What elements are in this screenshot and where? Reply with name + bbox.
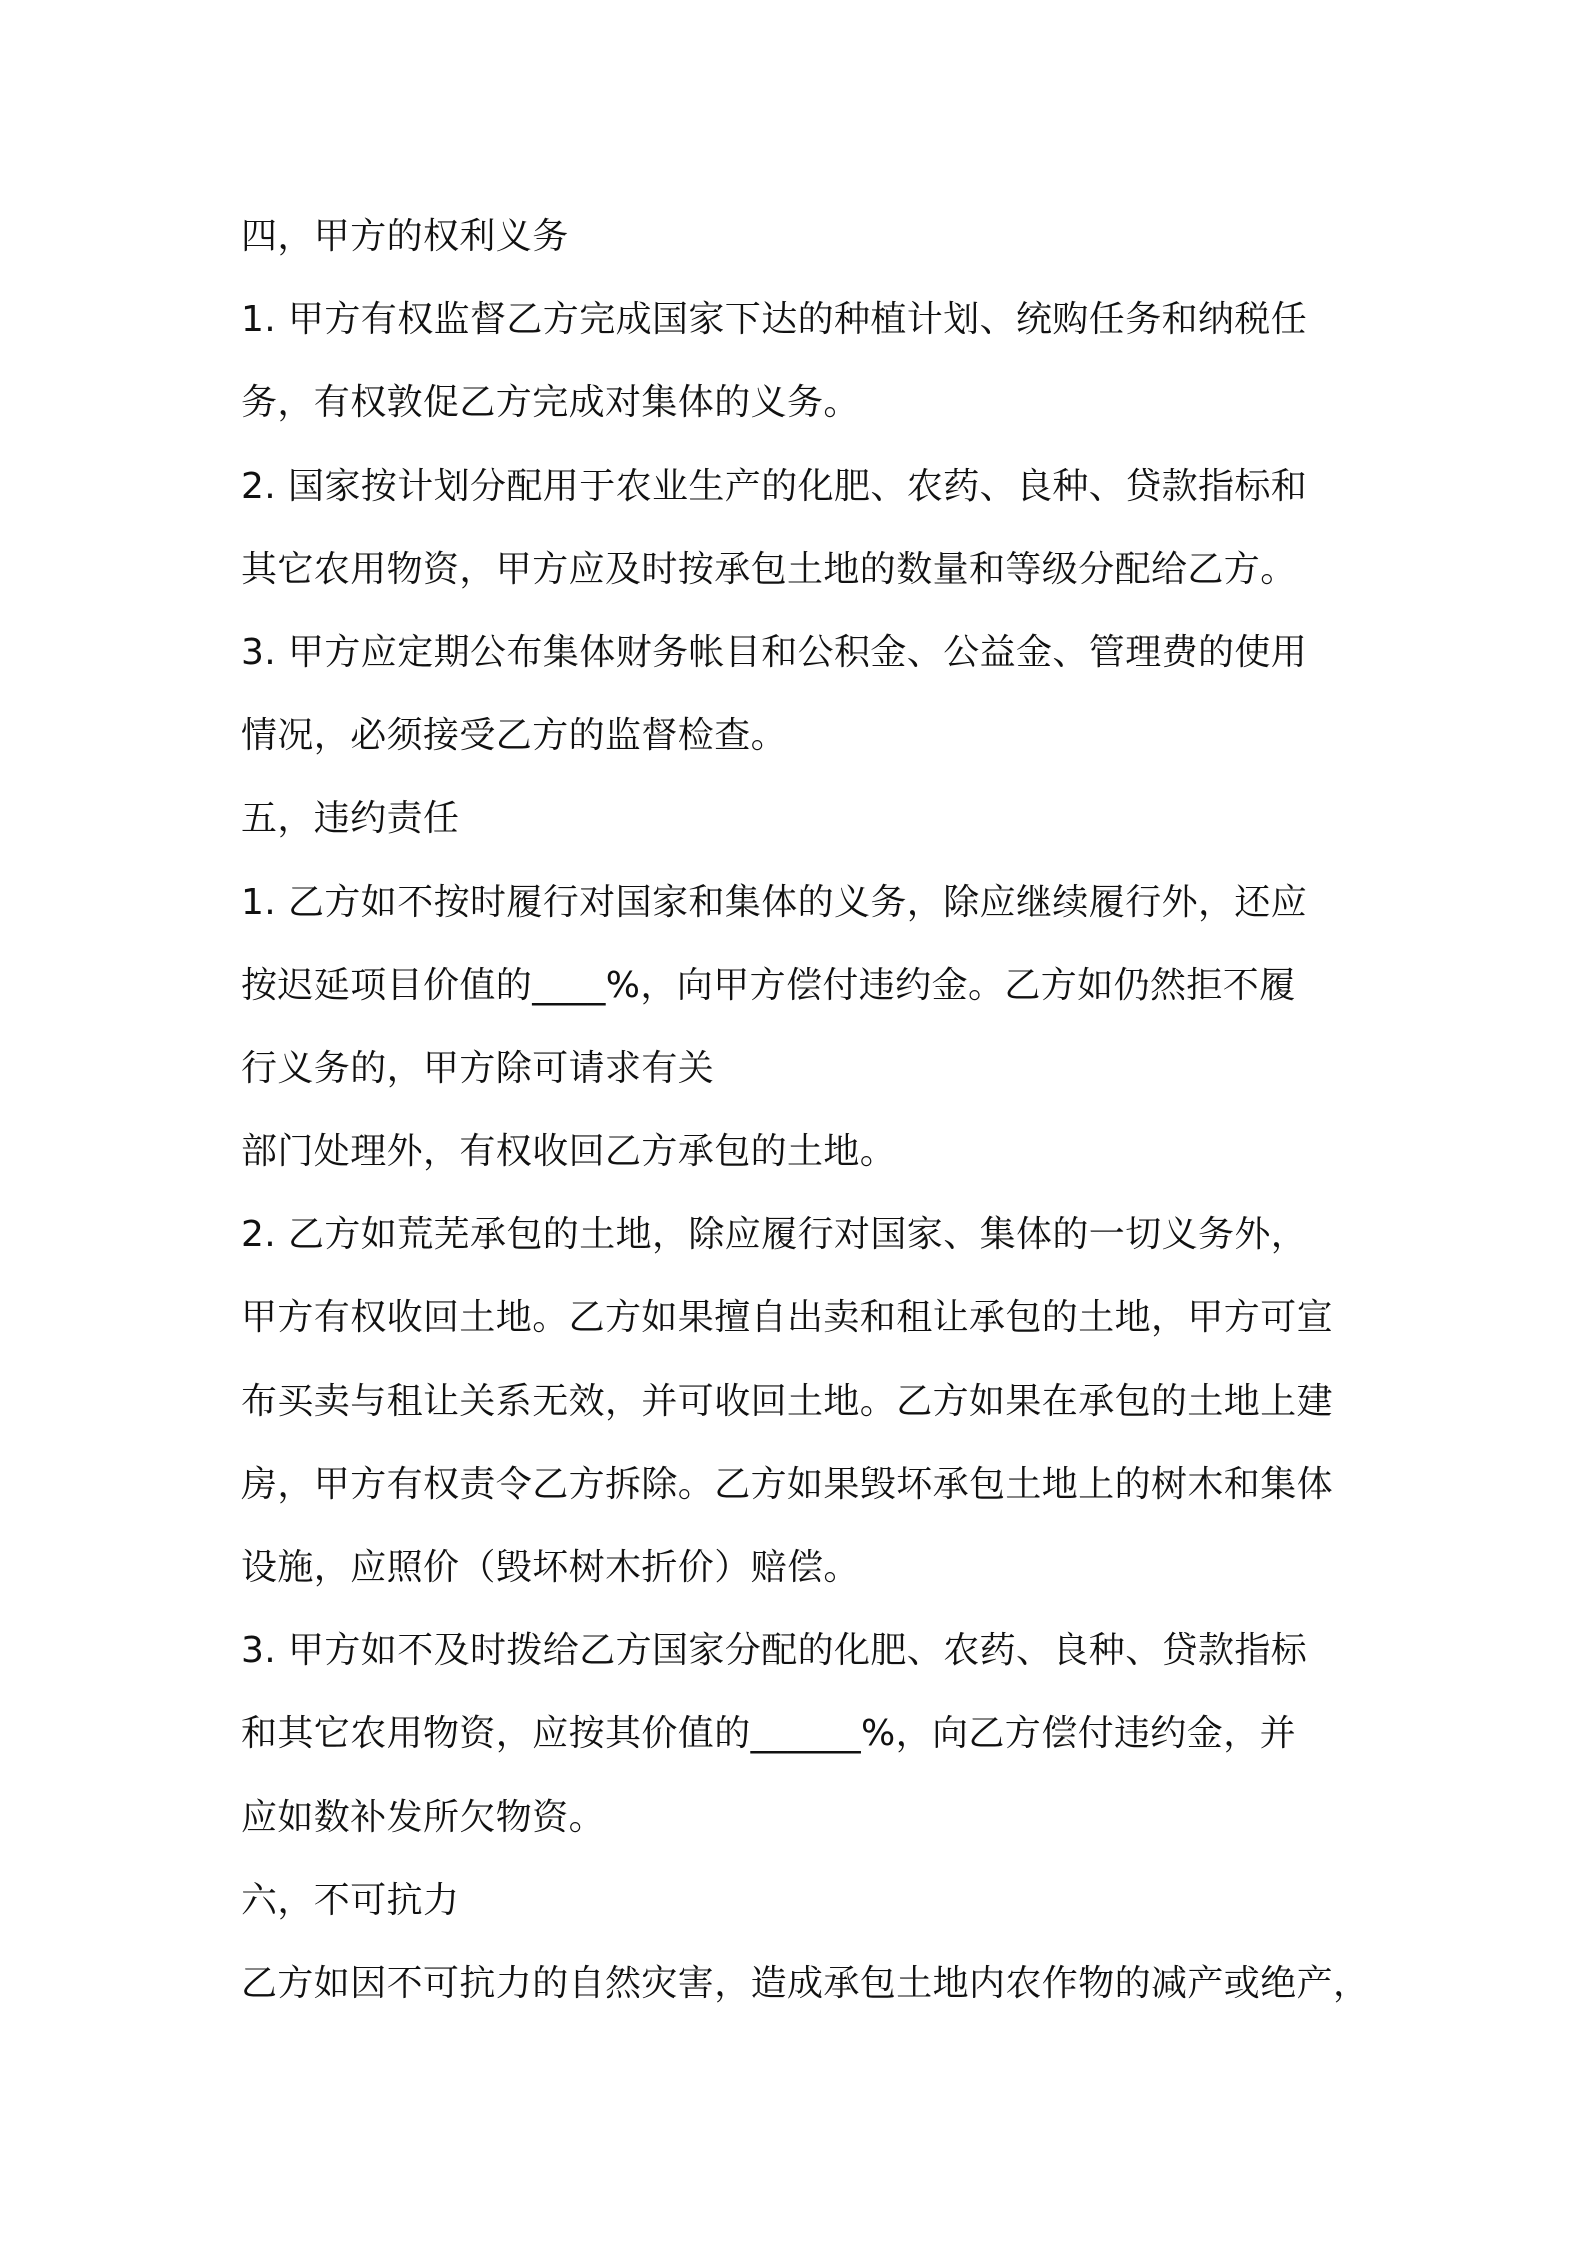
paragraph-line: 2. 乙方如荒芜承包的土地，除应履行对国家、集体的一切义务外， bbox=[241, 1214, 1308, 1256]
paragraph-line: 部门处理外，有权收回乙方承包的土地。 bbox=[241, 1131, 897, 1173]
paragraph-line: 其它农用物资，甲方应及时按承包土地的数量和等级分配给乙方。 bbox=[241, 548, 1297, 590]
paragraph-line: 甲方有权收回土地。乙方如果擅自出卖和租让承包的土地，甲方可宣 bbox=[241, 1297, 1334, 1339]
contract-text-block bbox=[241, 195, 1391, 2025]
paragraph-line: 房，甲方有权责令乙方拆除。乙方如果毁坏承包土地上的树木和集体 bbox=[241, 1463, 1334, 1505]
paragraph-line: 3. 甲方如不及时拨给乙方国家分配的化肥、农药、良种、贷款指标 bbox=[241, 1630, 1308, 1672]
paragraph-line: 应如数补发所欠物资。 bbox=[241, 1796, 606, 1838]
paragraph-line: 1. 乙方如不按时履行对国家和集体的义务，除应继续履行外，还应 bbox=[241, 881, 1308, 923]
paragraph-line: 务，有权敦促乙方完成对集体的义务。 bbox=[241, 382, 860, 424]
paragraph-line: 乙方如因不可抗力的自然灾害，造成承包土地内农作物的减产或绝产， bbox=[241, 1962, 1370, 2004]
section-heading-liability: 五，违约责任 bbox=[241, 798, 460, 840]
paragraph-line: 和其它农用物资，应按其价值的______%，向乙方偿付违约金，并 bbox=[241, 1713, 1297, 1755]
paragraph-line: 情况，必须接受乙方的监督检查。 bbox=[241, 715, 788, 757]
section-heading-force-majeure: 六，不可抗力 bbox=[241, 1879, 460, 1921]
paragraph-line: 按迟延项目价值的____%，向甲方偿付违约金。乙方如仍然拒不履 bbox=[241, 964, 1296, 1006]
paragraph-line: 1. 甲方有权监督乙方完成国家下达的种植计划、统购任务和纳税任 bbox=[241, 299, 1308, 341]
paragraph-line: 行义务的，甲方除可请求有关 bbox=[241, 1047, 715, 1089]
paragraph-line: 2. 国家按计划分配用于农业生产的化肥、农药、良种、贷款指标和 bbox=[241, 465, 1308, 507]
paragraph-line: 布买卖与租让关系无效，并可收回土地。乙方如果在承包的土地上建 bbox=[241, 1380, 1334, 1422]
paragraph-line: 设施，应照价（毁坏树木折价）赔偿。 bbox=[241, 1547, 860, 1588]
section-heading-rights-obligations: 四，甲方的权利义务 bbox=[241, 216, 569, 257]
paragraph-line: 3. 甲方应定期公布集体财务帐目和公积金、公益金、管理费的使用 bbox=[241, 631, 1308, 673]
